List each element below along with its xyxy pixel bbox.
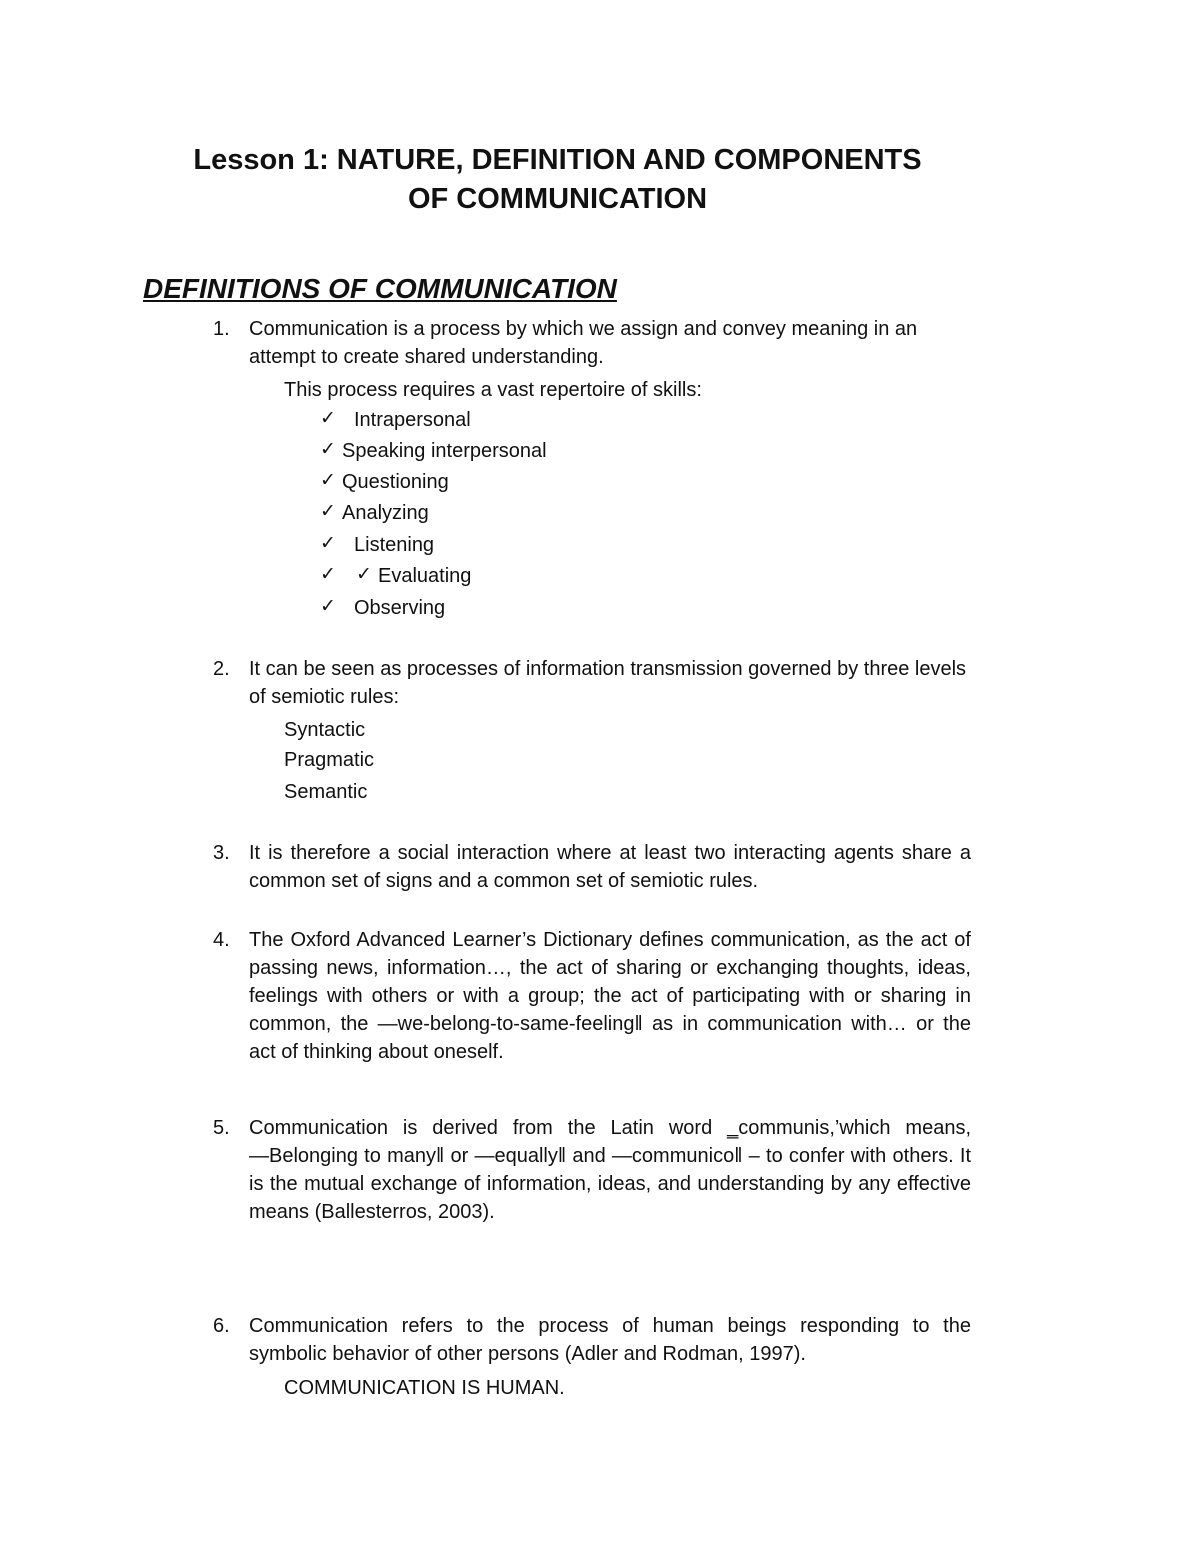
skill-item: Listening bbox=[354, 534, 435, 556]
lesson-title-line-2: OF COMMUNICATION bbox=[407, 183, 708, 215]
item-6-note: COMMUNICATION IS HUMAN. bbox=[284, 1377, 565, 1399]
item-1-number: 1. bbox=[213, 318, 230, 340]
check-icon: ✓ bbox=[320, 596, 336, 617]
check-icon: ✓ bbox=[356, 564, 372, 585]
skill-item: Analyzing bbox=[342, 502, 429, 524]
check-icon: ✓ bbox=[320, 564, 336, 585]
check-icon: ✓ bbox=[320, 470, 336, 491]
semiotic-rule: Pragmatic bbox=[284, 749, 375, 771]
semiotic-rule: Syntactic bbox=[284, 719, 366, 741]
skill-item: Questioning bbox=[342, 471, 449, 493]
skill-item: Intrapersonal bbox=[354, 409, 471, 431]
item-2-number: 2. bbox=[213, 658, 230, 680]
lesson-title-line-1: Lesson 1: NATURE, DEFINITION AND COMPONENTS bbox=[193, 144, 922, 176]
item-1-text: Communication is a process by which we assign and convey meaning in an attempt to create shared understanding. bbox=[249, 318, 918, 368]
item-5-text: Communication is derived from the Latin word ‗communis,’which means, ―Belonging to many‖ or ―equally‖ and ―communico‖ – to confer with others. It is the mutual exchange of information, ideas, and understanding by any effective means (Ballesterros, 2003). bbox=[249, 1117, 971, 1223]
skills-intro: This process requires a vast repertoire of skills: bbox=[284, 379, 702, 401]
check-icon: ✓ bbox=[320, 533, 336, 554]
item-6-number: 6. bbox=[213, 1315, 230, 1337]
item-5-number: 5. bbox=[213, 1117, 230, 1139]
check-icon: ✓ bbox=[320, 439, 336, 460]
item-6-text: Communication refers to the process of human beings responding to the symbolic behavior of other persons (Adler and Rodman, 1997). bbox=[249, 1315, 971, 1365]
semiotic-rule: Semantic bbox=[284, 781, 368, 803]
item-3-number: 3. bbox=[213, 842, 230, 864]
skill-item: Speaking interpersonal bbox=[342, 440, 547, 462]
skill-item: Observing bbox=[354, 597, 446, 619]
check-icon: ✓ bbox=[320, 408, 336, 429]
item-2-text: It can be seen as processes of information transmission governed by three levels of semiotic rules: bbox=[249, 658, 967, 708]
item-4-number: 4. bbox=[213, 929, 230, 951]
item-4-text: The Oxford Advanced Learner’s Dictionary defines communication, as the act of passing news, information…, the act of sharing or exchanging thoughts, ideas, feelings with others or with a group; the act of participating with or sharing in common, the ―we-belong-to-same-feeling‖ as in communication with… or the act of thinking about oneself. bbox=[249, 929, 971, 1063]
item-3-text: It is therefore a social interaction where at least two interacting agents share a common set of signs and a common set of semiotic rules. bbox=[249, 842, 971, 892]
check-icon: ✓ bbox=[320, 501, 336, 522]
section-heading: DEFINITIONS OF COMMUNICATION bbox=[143, 273, 617, 304]
skill-item: Evaluating bbox=[378, 565, 472, 587]
